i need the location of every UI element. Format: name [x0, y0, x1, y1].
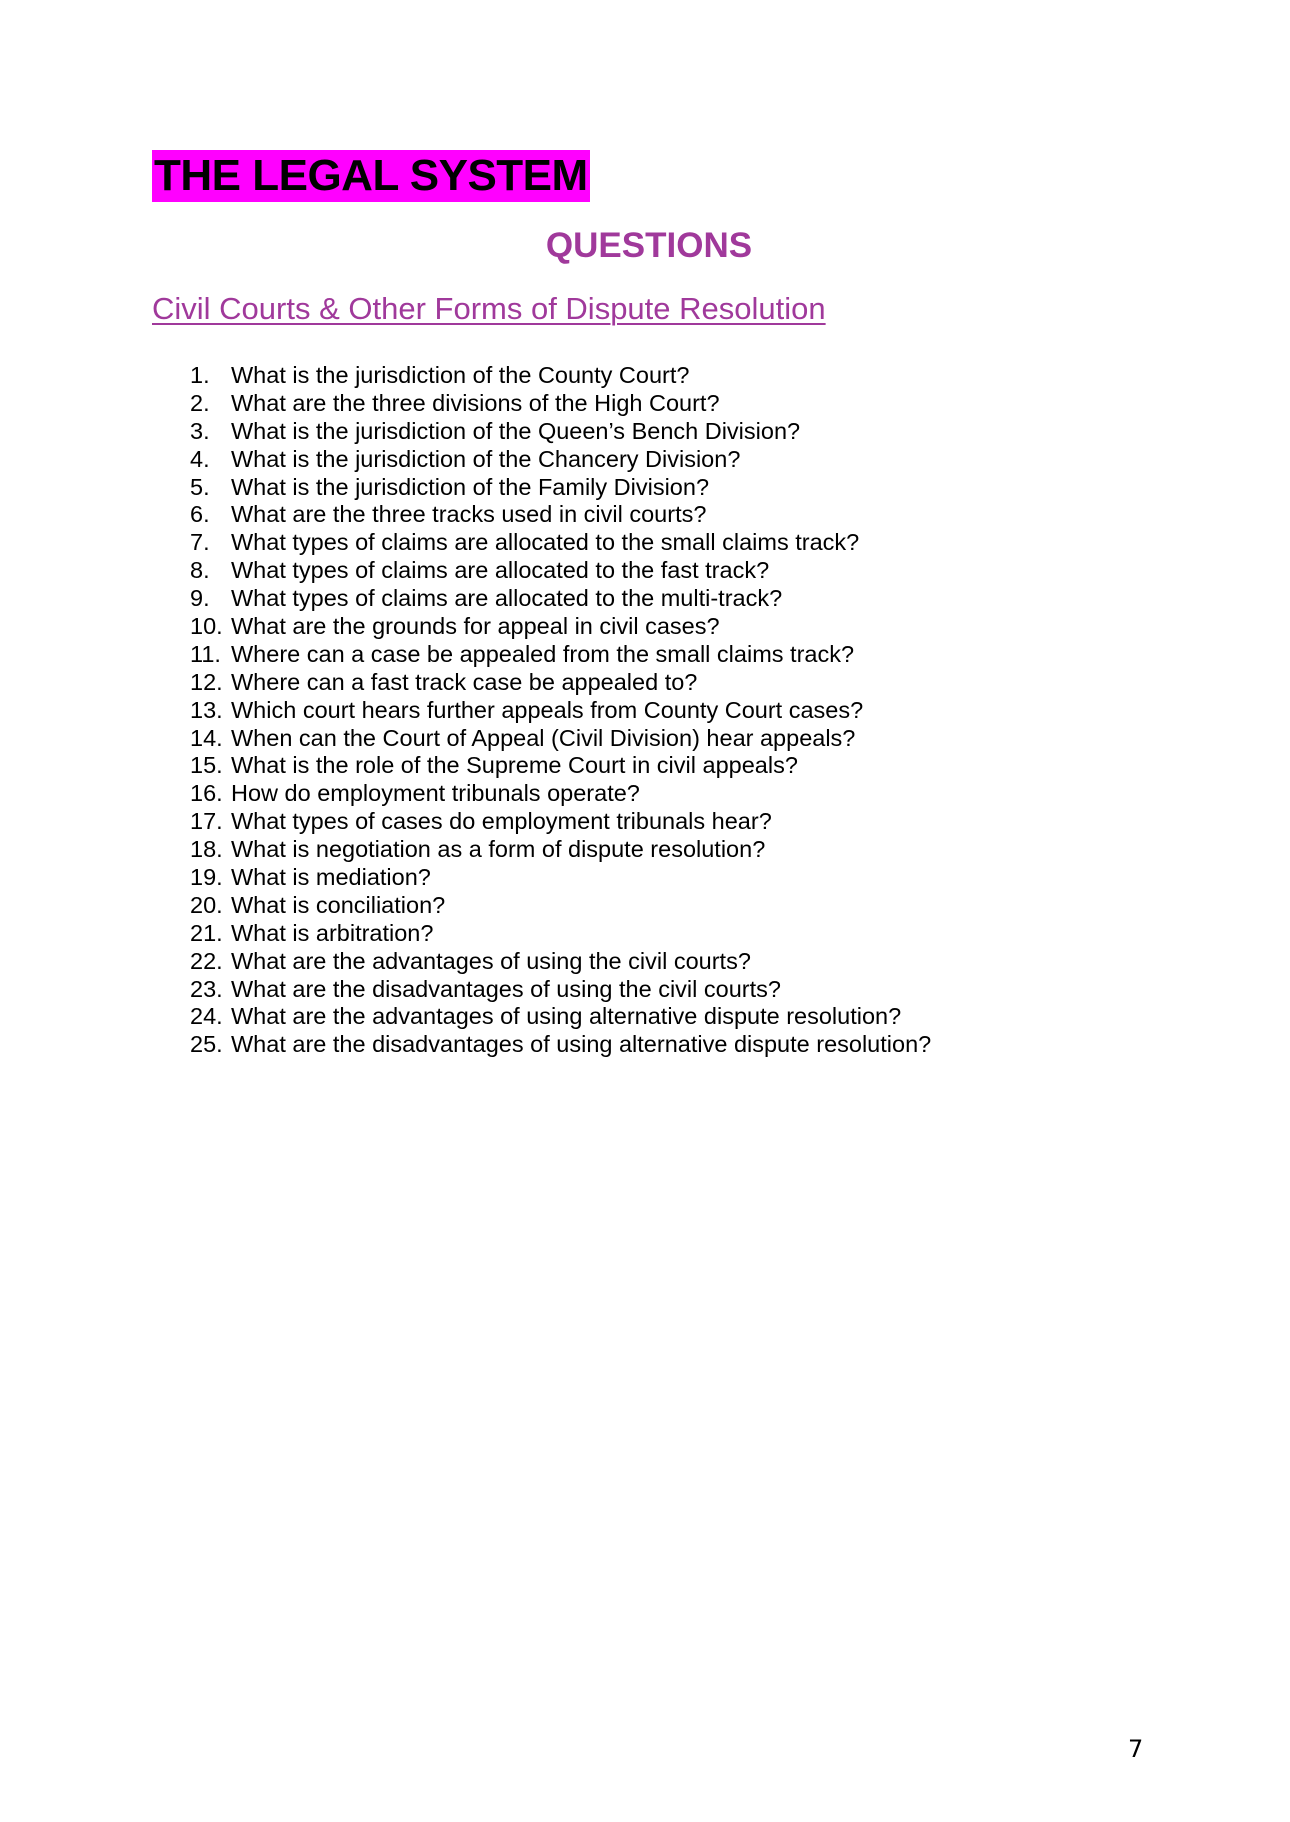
- question-item: [190, 418, 931, 446]
- question-text: What are the three divisions of the High Court?: [231, 389, 720, 416]
- question-number: 3.: [190, 417, 210, 444]
- question-text: What is mediation?: [231, 864, 431, 891]
- question-text: Where can a case be appealed from the small claims track?: [231, 640, 855, 667]
- question-item: [190, 752, 931, 780]
- question-item: [190, 613, 931, 641]
- section-title: Civil Courts & Other Forms of Dispute Resolution: [152, 291, 826, 326]
- question-item: [190, 446, 931, 474]
- question-number: 25.: [190, 1031, 223, 1058]
- question-number: 2.: [190, 389, 210, 416]
- question-item: [190, 641, 931, 669]
- question-number: 18.: [190, 836, 223, 863]
- question-list: [190, 362, 931, 1059]
- question-number: 24.: [190, 1003, 223, 1030]
- question-item: [190, 948, 931, 976]
- question-number: 17.: [190, 808, 223, 835]
- question-item: [190, 892, 931, 920]
- question-item: [190, 529, 931, 557]
- question-item: [190, 557, 931, 585]
- question-number: 1.: [190, 362, 210, 388]
- questions-heading-row: [0, 226, 1290, 266]
- question-text: What are the advantages of using alternative dispute resolution?: [231, 1003, 902, 1030]
- question-text: What types of claims are allocated to the fast track?: [231, 557, 770, 584]
- question-text: What is the jurisdiction of the Family Division?: [231, 473, 710, 500]
- question-text: How do employment tribunals operate?: [231, 780, 640, 807]
- question-text: What are the disadvantages of using alternative dispute resolution?: [231, 1031, 932, 1058]
- question-text: What types of claims are allocated to the small claims track?: [231, 529, 860, 556]
- question-number: 4.: [190, 445, 210, 472]
- question-text: What is arbitration?: [231, 919, 434, 946]
- page-number: 7: [1128, 1735, 1144, 1763]
- question-item: [190, 864, 931, 892]
- question-number: 10.: [190, 613, 223, 640]
- question-item: [190, 725, 931, 753]
- question-item: [190, 585, 931, 613]
- questions-heading: QUESTIONS: [545, 226, 753, 265]
- question-text: What is negotiation as a form of dispute resolution?: [231, 836, 766, 863]
- question-item: [190, 474, 931, 502]
- question-text: What is the jurisdiction of the County Court?: [231, 362, 690, 388]
- question-number: 23.: [190, 975, 223, 1002]
- document-title: THE LEGAL SYSTEM: [154, 151, 588, 200]
- question-number: 15.: [190, 752, 223, 779]
- question-item: [190, 808, 931, 836]
- question-item: [190, 697, 931, 725]
- question-text: What is conciliation?: [231, 891, 446, 918]
- question-number: 7.: [190, 529, 210, 556]
- question-text: When can the Court of Appeal (Civil Division) hear appeals?: [231, 724, 856, 751]
- question-number: 20.: [190, 891, 223, 918]
- question-item: [190, 780, 931, 808]
- question-item: [190, 362, 931, 390]
- question-number: 16.: [190, 780, 223, 807]
- question-item: [190, 390, 931, 418]
- question-text: What is the role of the Supreme Court in civil appeals?: [231, 752, 798, 779]
- question-text: What are the three tracks used in civil courts?: [231, 501, 707, 528]
- question-item: [190, 501, 931, 529]
- question-text: What types of claims are allocated to the multi-track?: [231, 585, 783, 612]
- question-number: 21.: [190, 919, 223, 946]
- question-number: 14.: [190, 724, 223, 751]
- question-item: [190, 669, 931, 697]
- question-number: 12.: [190, 668, 223, 695]
- question-text: Where can a fast track case be appealed to?: [231, 668, 698, 695]
- question-text: What is the jurisdiction of the Queen’s Bench Division?: [231, 417, 801, 444]
- question-item: [190, 976, 931, 1004]
- question-text: What are the grounds for appeal in civil cases?: [231, 613, 720, 640]
- question-number: 6.: [190, 501, 210, 528]
- question-text: What are the disadvantages of using the civil courts?: [231, 975, 781, 1002]
- question-item: [190, 836, 931, 864]
- question-item: [190, 920, 931, 948]
- question-number: 5.: [190, 473, 210, 500]
- question-number: 19.: [190, 864, 223, 891]
- question-number: 8.: [190, 557, 210, 584]
- question-text: Which court hears further appeals from County Court cases?: [231, 696, 864, 723]
- question-text: What are the advantages of using the civil courts?: [231, 947, 751, 974]
- question-number: 22.: [190, 947, 223, 974]
- question-number: 11.: [190, 640, 221, 667]
- question-number: 13.: [190, 696, 223, 723]
- question-text: What types of cases do employment tribunals hear?: [231, 808, 772, 835]
- question-item: [190, 1003, 931, 1031]
- question-text: What is the jurisdiction of the Chancery Division?: [231, 445, 741, 472]
- question-item: [190, 1031, 931, 1059]
- question-number: 9.: [190, 585, 210, 612]
